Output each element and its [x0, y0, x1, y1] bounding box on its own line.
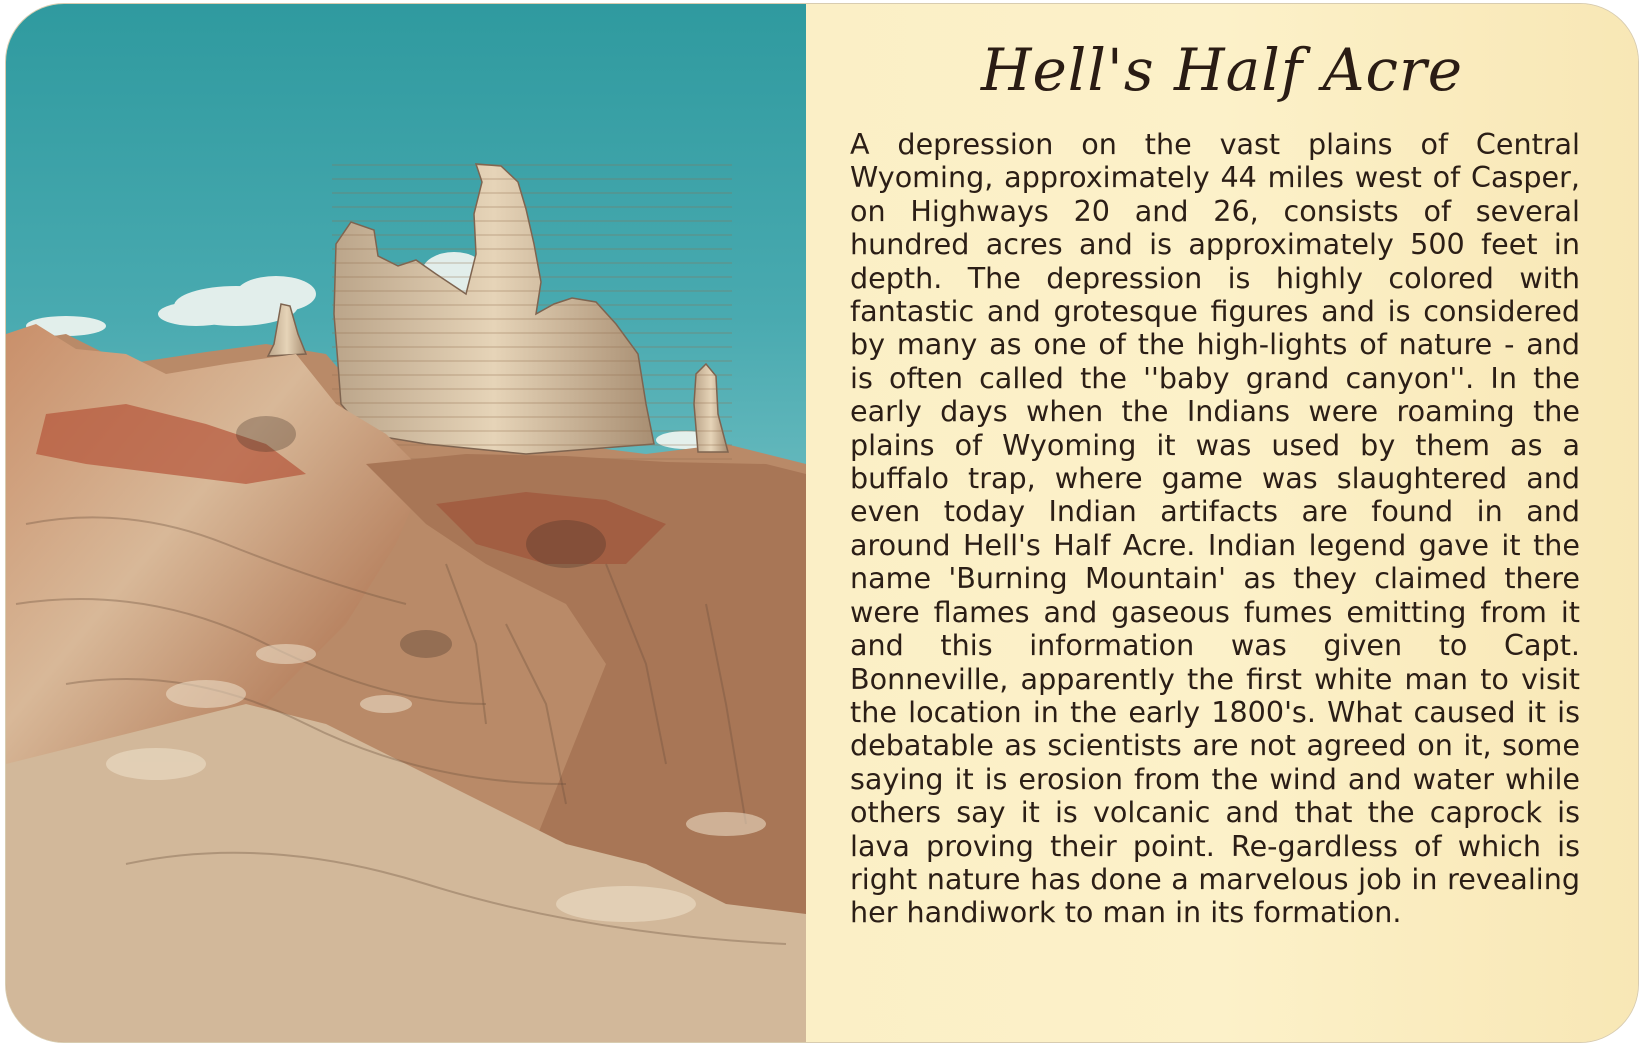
text-panel — [806, 4, 1638, 1042]
postcard — [6, 4, 1638, 1042]
description-text: A depression on the vast plains of Central Wyoming, approximately 44 miles west of Casper, on Highways 20 and 26, consists of several hundred acres and is approximately 500 feet in depth. The depression is highly colored with fantastic and grotesque figures and is considered by many as one of the high-lights of nature - and is often called the ''baby grand canyon''. In the early days when the Indians were roaming the plains of Wyoming it was used by them as a buffalo trap, where game was slaughtered and even today Indian artifacts are found in and around Hell's Half Acre. Indian legend gave it the name 'Burning Mountain' as they claimed there were flames and gaseous fumes emitting from it and this information was given to Capt. Bonneville, apparently the first white man to visit the location in the early 1800's. What caused it is debatable as scientists are not agreed on it, some saying it is erosion from the wind and water while others say it is volcanic and that the caprock is lava proving their point. Re-gardless of which is right nature has done a marvelous job in revealing her handiwork to man in its formation. — [850, 127, 1580, 930]
landscape-photo — [6, 4, 806, 1042]
postcard-title: Hell's Half Acre — [980, 36, 1464, 104]
